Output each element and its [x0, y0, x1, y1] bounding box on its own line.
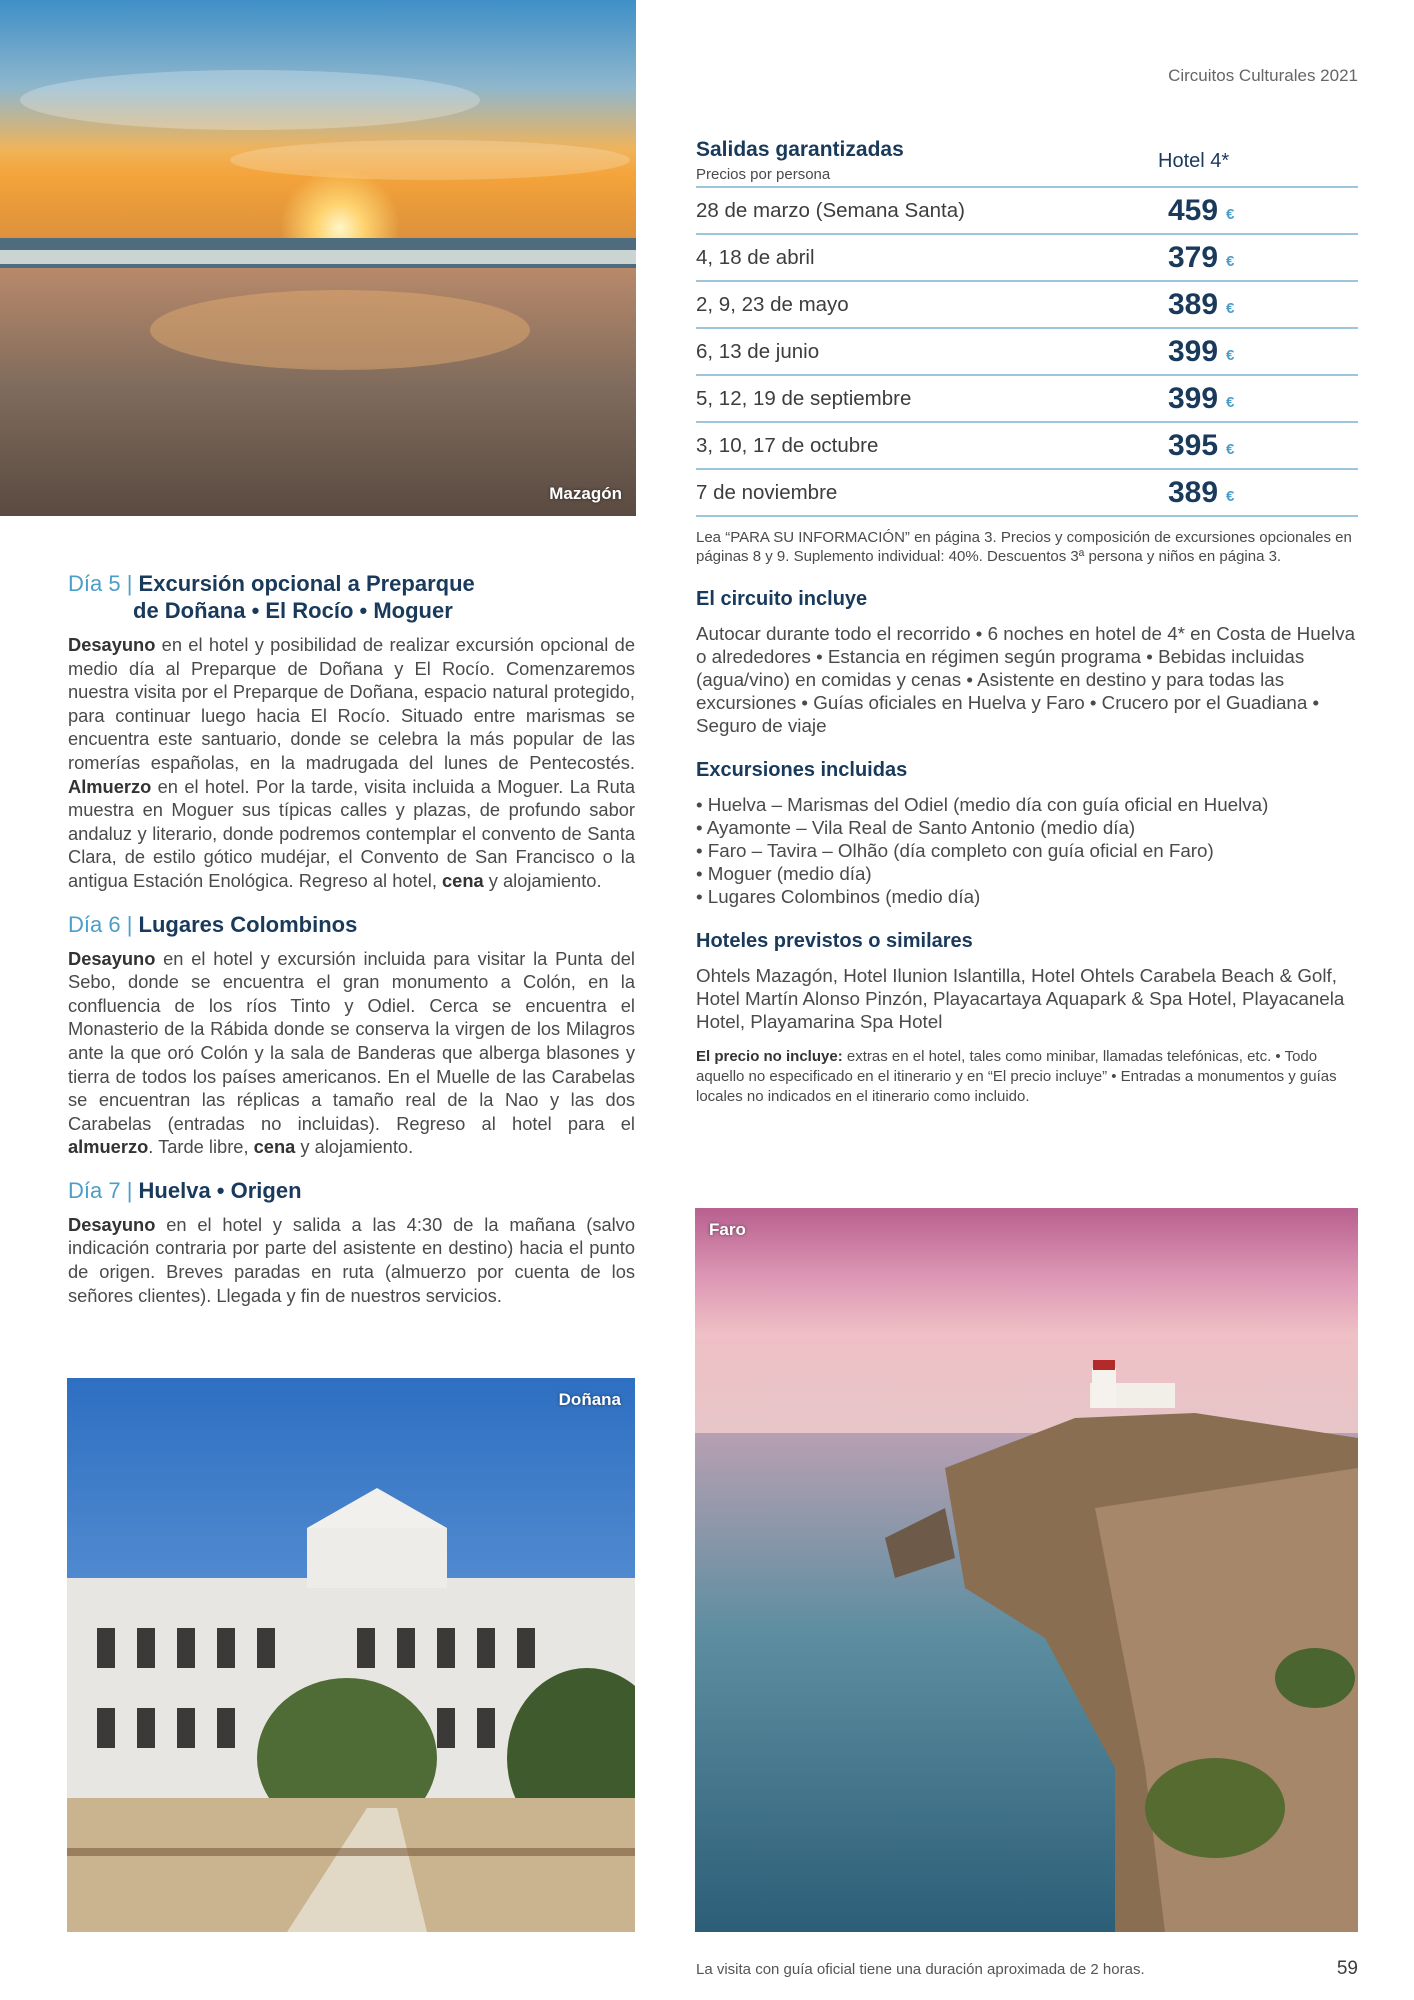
hotels-body: Ohtels Mazagón, Hotel Ilunion Islantilla, Hotel Ohtels Carabela Beach & Golf, Hotel Martín Alonso Pinzón, Playacartaya Aquapark & Spa Hotel, Playacanela Hotel, Playamarina Spa Hotel — [696, 965, 1345, 1032]
day-7-description — [68, 1213, 635, 1307]
day-5-text: y alojamiento. — [483, 869, 602, 891]
includes-title: El circuito incluye — [696, 588, 868, 610]
currency-symbol: € — [1226, 488, 1235, 505]
list-item: • Moguer (medio día) — [696, 862, 1358, 885]
price-row — [696, 329, 1358, 376]
day-7-text-bold: Desayuno — [68, 1213, 156, 1235]
day-6-text: . Tarde libre, — [148, 1136, 254, 1158]
day-5-title-line2: de Doñana • El Rocío • Moguer — [133, 598, 453, 623]
not-included-label: El precio no incluye: — [696, 1048, 843, 1065]
departure-date: 2, 9, 23 de mayo — [696, 293, 849, 316]
photo-donana — [67, 1378, 635, 1932]
departure-date: 7 de noviembre — [696, 481, 838, 504]
day-5-description — [68, 633, 635, 893]
list-item: • Lugares Colombinos (medio día) — [696, 885, 1358, 908]
price-table-subtitle: Precios por persona — [696, 166, 831, 183]
day-6-heading — [68, 911, 635, 938]
footnote: La visita con guía oficial tiene una duración aproximada de 2 horas. — [696, 1961, 1145, 1978]
day-7-title: Huelva • Origen — [138, 1177, 302, 1203]
price-value: 399 — [1168, 382, 1219, 415]
price-value: 395 — [1168, 429, 1219, 462]
sunset-beach-image — [0, 0, 636, 516]
price-value: 379 — [1168, 241, 1219, 274]
photo-caption-mazagon: Mazagón — [549, 484, 622, 503]
itinerary-column — [68, 570, 635, 1307]
price-row — [696, 376, 1358, 423]
list-item: • Faro – Tavira – Olhão (día completo con guía oficial en Faro) — [696, 839, 1358, 862]
day-6-text-bold: Desayuno — [68, 947, 156, 969]
not-included-text: extras en el hotel, tales como minibar, llamadas telefónicas, etc. • Todo aquello no especificado en el itinerario y en “El precio incluye” • Entradas a monumentos y guías locales no indicados en el itinerario como incluido. — [696, 1048, 1337, 1105]
currency-symbol: € — [1226, 347, 1235, 364]
excursions-title: Excursiones incluidas — [696, 759, 908, 781]
currency-symbol: € — [1226, 253, 1235, 270]
departure-date: 4, 18 de abril — [696, 246, 815, 269]
price-row — [696, 423, 1358, 470]
photo-caption-donana: Doñana — [558, 1390, 621, 1409]
day-5-text-bold: Almuerzo — [68, 775, 152, 797]
currency-symbol: € — [1226, 300, 1235, 317]
price-row — [696, 282, 1358, 329]
day-6-text-bold: cena — [253, 1136, 296, 1158]
info-column — [696, 136, 1358, 1107]
price-value: 399 — [1168, 335, 1219, 368]
price-value: 459 — [1168, 194, 1219, 227]
day-6-title: Lugares Colombinos — [138, 911, 358, 937]
palace-image — [67, 1378, 635, 1932]
list-item: • Ayamonte – Vila Real de Santo Antonio (medio día) — [696, 816, 1358, 839]
price-row — [696, 188, 1358, 235]
photo-mazagon — [0, 0, 636, 516]
day-5-text: en el hotel. Por la tarde, visita incluida a Moguer. La Ruta muestra en Moguer sus típicas calles y plazas, de profundo sabor andaluz y literario, donde podremos contemplar el convento de Santa Clara, de estilo gótico mudéjar, el Convento de San Francisco o la antigua Estación Enológica. Regreso al hotel, — [68, 775, 635, 891]
photo-faro — [695, 1208, 1358, 1932]
day-5-text-bold: cena — [442, 869, 484, 891]
day-7-heading — [68, 1177, 635, 1204]
not-included — [696, 1047, 1358, 1107]
day-5-text: en el hotel y posibilidad de realizar excursión opcional de medio día al Preparque de Doñana y El Rocío. Comenzaremos nuestra visita por el Preparque de Doñana, espacio natural protegido, para continuar luego hacia El Rocío. Situado entre marismas se encuentra este santuario, donde se celebra la más popular de las romerías españolas, en la madrugada del lunes de Pentecostés. — [68, 634, 635, 773]
day-5-heading — [68, 570, 635, 624]
hotels-title: Hoteles previstos o similares — [696, 930, 973, 952]
currency-symbol: € — [1226, 206, 1235, 223]
day-5-number: Día 5 | — [68, 571, 133, 596]
price-table-title: Salidas garantizadas — [696, 138, 904, 161]
excursions-list — [696, 793, 1358, 908]
day-7-text: en el hotel y salida a las 4:30 de la mañana (salvo indicación contraria por parte del asistente en destino) hacia el punto de origen. Breves paradas en ruta (almuerzo por cuenta de los señores clientes). Llegada y fin de nuestros servicios. — [68, 1213, 635, 1306]
day-6-text: en el hotel y excursión incluida para visitar la Punta del Sebo, donde se encuentra el gran monumento a Colón, en la confluencia de los ríos Tinto y Odiel. Cerca se encuentra el Monasterio de la Rábida donde se conserva la virgen de los Milagros ante la que oró Colón y la sala de Banderas que alberga blasones y tierra de todos los países americanos. En el Muelle de las Carabelas se encuentran las réplicas a tamaño real de la Nao y las dos Carabelas (entradas no incluidas). Regreso al hotel para el — [68, 947, 635, 1134]
day-7-number: Día 7 | — [68, 1177, 133, 1203]
list-item: • Huelva – Marismas del Odiel (medio día con guía oficial en Huelva) — [696, 793, 1358, 816]
day-5-text-bold: Desayuno — [68, 634, 156, 655]
departure-date: 28 de marzo (Semana Santa) — [696, 199, 965, 222]
day-6-text-bold: almuerzo — [68, 1136, 149, 1158]
running-head: Circuitos Culturales 2021 — [1168, 66, 1358, 85]
day-6-description — [68, 947, 635, 1159]
photo-caption-faro: Faro — [709, 1220, 746, 1239]
day-6-number: Día 6 | — [68, 911, 133, 937]
price-table-header — [696, 136, 1358, 188]
includes-body: Autocar durante todo el recorrido • 6 noches en hotel de 4* en Costa de Huelva o alrededores • Estancia en régimen según programa • Bebidas incluidas (agua/vino) en comidas y cenas • Asistente en destino y para todas las excursiones • Guías oficiales en Huelva y Faro • Crucero por el Guadiana • Seguro de viaje — [696, 623, 1356, 736]
price-value: 389 — [1168, 288, 1219, 321]
lighthouse-cliff-image — [695, 1208, 1358, 1932]
currency-symbol: € — [1226, 441, 1235, 458]
price-column-header: Hotel 4* — [1158, 150, 1230, 172]
page-number: 59 — [1336, 1958, 1358, 1979]
currency-symbol: € — [1226, 394, 1235, 411]
departure-date: 5, 12, 19 de septiembre — [696, 387, 912, 410]
departure-date: 3, 10, 17 de octubre — [696, 434, 879, 457]
price-value: 389 — [1168, 476, 1219, 509]
day-5-title-line1: Excursión opcional a Preparque — [138, 571, 475, 596]
price-row — [696, 235, 1358, 282]
day-6-text: y alojamiento. — [295, 1136, 414, 1158]
price-notes: Lea “PARA SU INFORMACIÓN” en página 3. Precios y composición de excursiones opcionales en páginas 8 y 9. Suplemento individual: 40%. Descuentos 3ª persona y niños en página 3. — [696, 529, 1352, 565]
price-row — [696, 470, 1358, 517]
departure-date: 6, 13 de junio — [696, 340, 820, 363]
